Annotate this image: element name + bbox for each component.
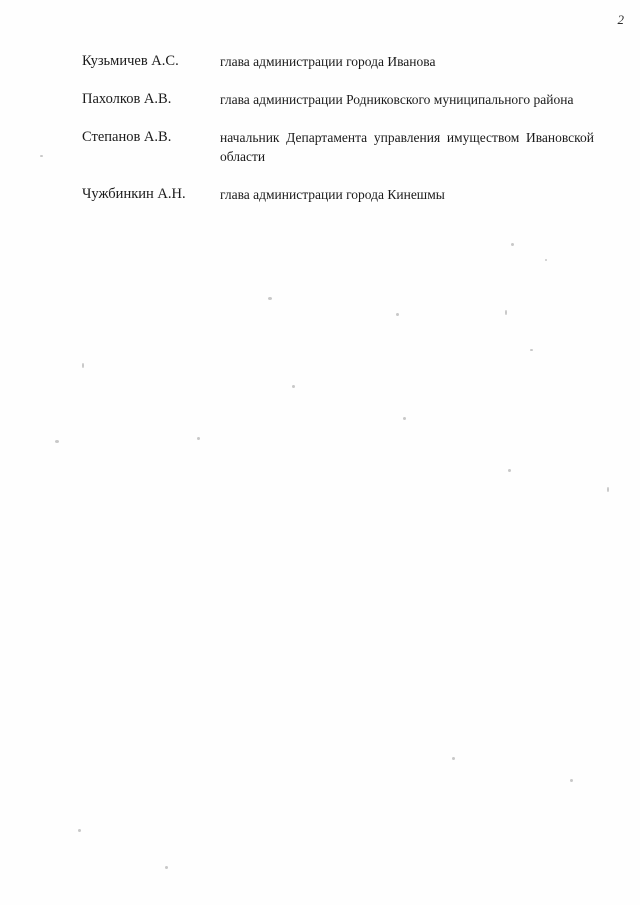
page-number: 2 bbox=[617, 12, 624, 27]
scan-speck bbox=[452, 757, 455, 760]
scan-speck bbox=[511, 243, 514, 246]
official-name: Чужбинкин А.Н. bbox=[82, 186, 186, 202]
scan-speck bbox=[292, 385, 295, 388]
scan-speck bbox=[505, 310, 507, 315]
official-name: Пахолков А.В. bbox=[82, 91, 172, 107]
scan-speck bbox=[508, 469, 511, 472]
scan-speck bbox=[530, 349, 533, 351]
scan-speck bbox=[55, 440, 59, 443]
list-item bbox=[82, 90, 594, 109]
scan-speck bbox=[82, 363, 84, 368]
scan-speck bbox=[545, 259, 547, 261]
scan-speck bbox=[570, 779, 573, 782]
list-item bbox=[82, 185, 594, 204]
official-list bbox=[82, 52, 594, 223]
list-item bbox=[82, 52, 594, 71]
scan-speck bbox=[165, 866, 168, 869]
official-name: Степанов А.В. bbox=[82, 129, 172, 145]
scan-speck bbox=[78, 829, 81, 832]
official-role: глава администрации города Кинешмы bbox=[220, 187, 445, 202]
official-name: Кузьмичев А.С. bbox=[82, 53, 179, 69]
list-item bbox=[82, 128, 594, 166]
official-role: начальник Департамента управления имуществом Ивановской области bbox=[220, 130, 594, 164]
official-role: глава администрации Родниковского муниципального района bbox=[220, 92, 574, 107]
scan-speck bbox=[396, 313, 399, 316]
scan-speck bbox=[607, 487, 609, 492]
scan-speck bbox=[40, 155, 43, 157]
scan-speck bbox=[268, 297, 272, 300]
scan-speck bbox=[197, 437, 200, 440]
official-role: глава администрации города Иванова bbox=[220, 54, 436, 69]
scan-speck bbox=[403, 417, 406, 420]
